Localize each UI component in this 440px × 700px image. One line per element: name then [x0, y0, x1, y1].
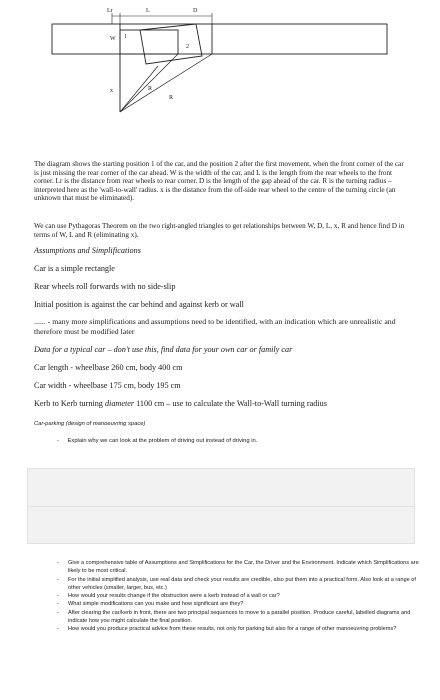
- task-bullet: [57, 576, 427, 593]
- label-r2: R: [169, 95, 174, 101]
- task-bullet: [57, 600, 427, 608]
- task-bullet-text: After clearing the car/kerb in front, there are two principal sequences to move to a parallel position. Produce careful, labelled diagrams and indicate how you might calculate the final position.: [68, 609, 411, 625]
- label-w: W: [110, 36, 116, 42]
- kerb-turning-data: [34, 399, 327, 409]
- task-bullet-text: For the initial simplified analysis, use real data and check your results are credible, also put them into a practical form. Also look at a range of other vehicles (smaller, larger, bus, etc.): [68, 576, 416, 591]
- task-bullet: [57, 559, 427, 576]
- assumptions-heading: Assumptions and Simplifications: [34, 246, 141, 255]
- label-position-2: 2: [186, 44, 189, 50]
- assumption-item: Rear wheels roll forwards with no side-slip: [34, 282, 176, 291]
- car-position-1: [120, 30, 178, 54]
- task-bullet: [57, 592, 427, 600]
- parking-diagram: [0, 0, 440, 160]
- label-lr: Lr: [107, 8, 113, 14]
- car-length-data: Car length - wheelbase 260 cm, body 400 cm: [34, 363, 183, 372]
- kerb-diameter-word: diameter: [104, 399, 135, 408]
- task-bullet-text: Give a comprehensive table of Assumptions and Simplifications for the Car, the Driver and the Environment. Indicate which Simplifications are likely to be most critical.: [68, 560, 419, 575]
- task-bullet-text: What simple modifications can you make and how significant are they?: [68, 601, 244, 608]
- intro-paragraph-1: The diagram shows the starting position 1 of the car, and the position 2 after the first movement, when the front corner of the car is just missing the rear corner of the car ahead. W is the width of the car, and L is the length from the rear wheels to the front corner. Lr is the distance from rear wheels to rear corner. D is the length of the gap ahead of the car. R is the turning radius – interpreted here as the 'wall-to-wall' radius. x is the distance from the off-side rear wheel to the centre of the turning circle (an unknown that must be eliminated).: [34, 160, 404, 203]
- bullet-dot: -: [57, 626, 59, 633]
- label-l: L: [146, 8, 150, 14]
- radius-line-2: [120, 54, 178, 112]
- bullet-dot: -: [57, 438, 59, 444]
- answer-area-2[interactable]: [27, 506, 415, 544]
- data-heading: Data for a typical car – don't use this, find data for your own car or family car: [34, 345, 293, 354]
- assumption-item: Car is a simple rectangle: [34, 264, 115, 273]
- kerb-prefix: Kerb to Kerb turning: [34, 399, 105, 408]
- assumption-item: Initial position is against the car behind and against kerb or wall: [34, 300, 244, 309]
- label-r1: R: [148, 86, 153, 92]
- task-bullet-list: [57, 559, 427, 634]
- intro-paragraph-2: We can use Pythagoras Theorem on the two right-angled triangles to get relationships between W, D, L, x, R and hence find D in terms of W, L and R (eliminating x).: [34, 222, 405, 239]
- bullet-dot: -: [57, 609, 59, 616]
- label-position-1: 1: [124, 34, 127, 40]
- task-bullet-text: How would you produce practical advice from these results, not only for parking but also for a range of other manoeuvring problems?: [68, 626, 397, 633]
- bullet-dot: -: [57, 560, 59, 566]
- label-x: x: [110, 88, 113, 94]
- kerb-suffix: 1100 cm – use to calculate the Wall-to-Wall turning radius: [134, 399, 327, 408]
- task-first-bullet: [57, 437, 417, 445]
- more-assumptions-note: ...... - many more simplifications and assumptions need to be identified, with an indication which are unrealistic and therefore must be modified later: [34, 317, 396, 336]
- task-bullet: [57, 609, 427, 626]
- radius-line-4: [120, 66, 158, 112]
- radius-line-3: [120, 54, 212, 112]
- task-bullet-text: How would your results change if the obstruction were a kerb instead of a wall or car?: [68, 593, 280, 600]
- bullet-dot: -: [57, 576, 59, 583]
- kerb-strip: [52, 24, 387, 54]
- task-bullet: [57, 625, 427, 633]
- car-width-data: Car width - wheelbase 175 cm, body 195 cm: [34, 381, 181, 390]
- bullet-dot: -: [57, 601, 59, 608]
- label-d: D: [193, 8, 198, 14]
- task-heading: Car-parking (design of manoeuvring space): [34, 421, 146, 427]
- bullet-dot: -: [57, 593, 59, 600]
- task-first-bullet-text: Explain why we can look at the problem of driving out instead of driving in.: [67, 438, 258, 444]
- answer-area-1[interactable]: [27, 468, 415, 507]
